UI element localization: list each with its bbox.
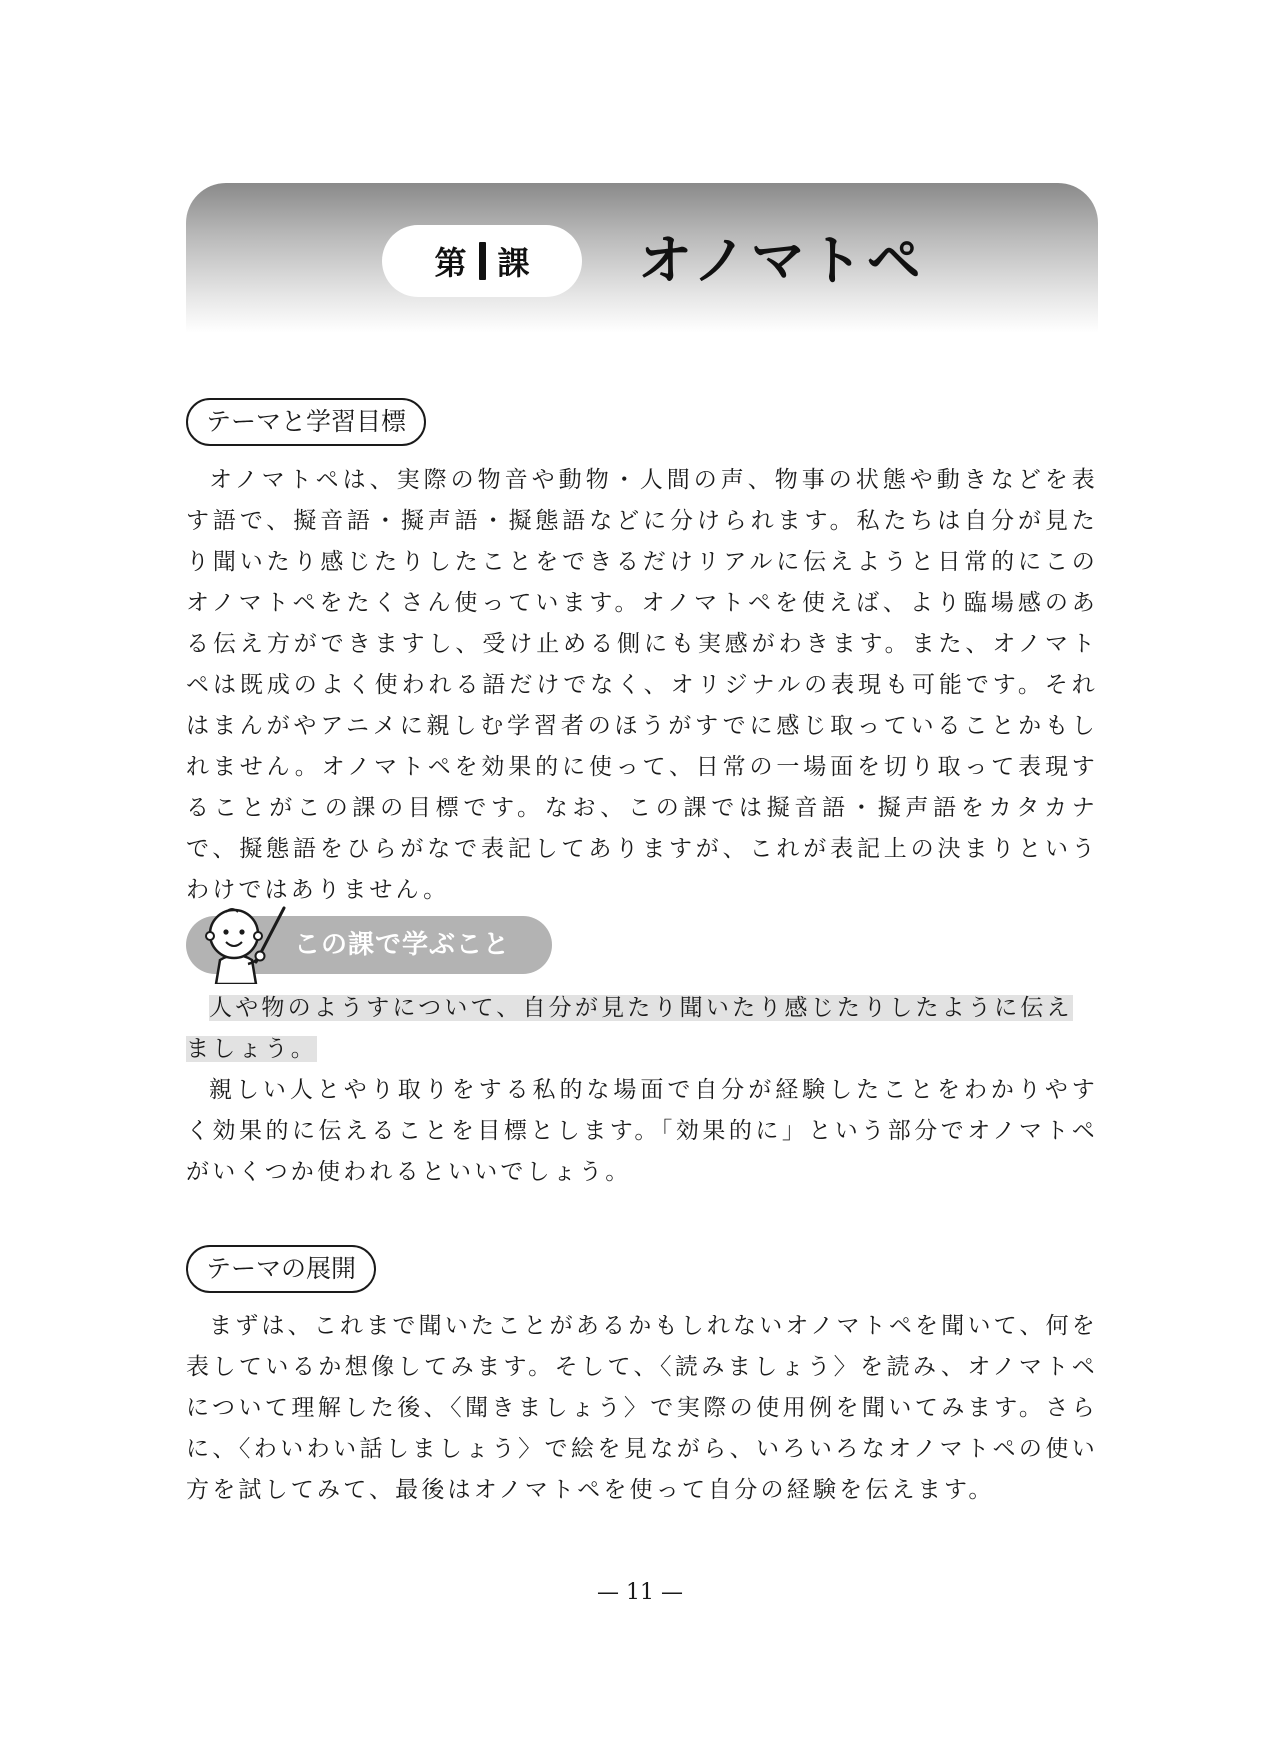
- lesson-prefix: 第: [434, 244, 467, 282]
- learn-description-paragraph: 親しい人とやり取りをする私的な場面で自分が経験したことをわかりやすく効果的に伝えることを目標とします。「効果的に」という部分でオノマトペがいくつか使われるといいでしょう。: [186, 1077, 1098, 1185]
- theme-development-heading: テーマの展開: [186, 1245, 376, 1293]
- learn-highlight-paragraph: [186, 988, 1098, 1070]
- learn-highlight-text: 人や物のようすについて、自分が見たり聞いたり感じたりしたように伝えましょう。: [186, 995, 1073, 1062]
- teacher-pointer-icon: [190, 904, 290, 984]
- page-number: — 11 —: [597, 1580, 683, 1605]
- learn-heading: この課で学ぶこと: [294, 930, 511, 960]
- learn-banner: [186, 912, 552, 976]
- theme-development-paragraph: まずは、これまで聞いたことがあるかもしれないオノマトペを聞いて、何を表しているか想像してみます。そして、〈読みましょう〉を読み、オノマトペについて理解した後、〈聞きましょう〉で実際の使用例を聞いてみます。さらに、〈わいわい話しましょう〉で絵を見ながら、いろいろなオノマトペの使い方を試してみて、最後はオノマトペを使って自分の経験を伝えます。: [186, 1313, 1098, 1503]
- lesson-number-pill: [382, 225, 582, 297]
- chapter-title: オノマトペ: [638, 229, 925, 292]
- lesson-number-one: [479, 242, 486, 280]
- theme-goal-paragraph: オノマトペは、実際の物音や動物・人間の声、物事の状態や動きなどを表す語で、擬音語・擬声語・擬態語などに分けられます。私たちは自分が見たり聞いたり感じたりしたことをできるだけリアルに伝えようと日常的にこのオノマトペをたくさん使っています。オノマトペを使えば、より臨場感のある伝え方ができますし、受け止める側にも実感がわきます。また、オノマトペは既成のよく使われる語だけでなく、オリジナルの表現も可能です。それはまんがやアニメに親しむ学習者のほうがすでに感じ取っていることかもしれません。オノマトペを効果的に使って、日常の一場面を切り取って表現することがこの課の目標です。なお、この課では擬音語・擬声語をカタカナで、擬態語をひらがなで表記してありますが、これが表記上の決まりというわけではありません。: [186, 467, 1098, 903]
- lesson-suffix: 課: [497, 244, 530, 282]
- theme-goal-heading: テーマと学習目標: [186, 398, 426, 446]
- chapter-header-band: [186, 183, 1098, 333]
